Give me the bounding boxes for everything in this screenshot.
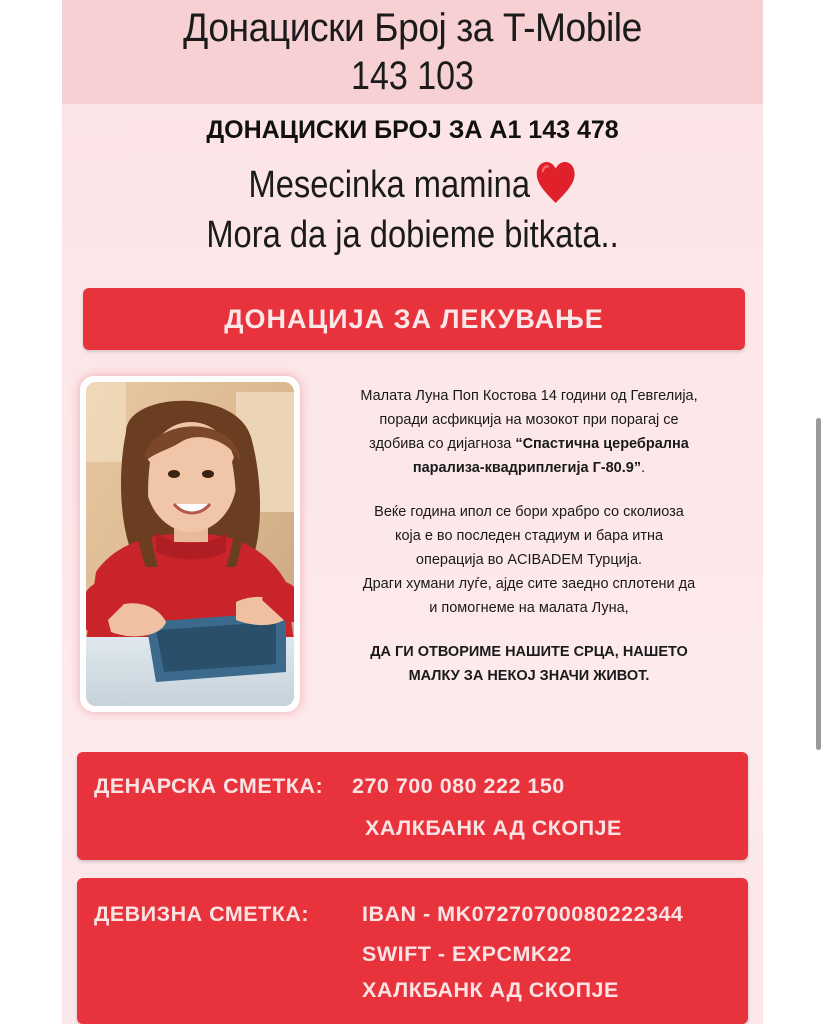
slogan-text-1: Mesecinka mamina bbox=[248, 164, 531, 206]
denar-account-number: 270 700 080 222 150 bbox=[352, 774, 565, 798]
foreign-account-swift: SWIFT - EXPCMK22 bbox=[362, 942, 572, 966]
story-text bbox=[314, 384, 744, 688]
photo-frame bbox=[80, 376, 300, 712]
child-photo-illustration bbox=[86, 382, 294, 706]
a1-donation-number: ДОНАЦИСКИ БРОЈ ЗА А1 143 478 bbox=[206, 116, 619, 144]
denar-account-box bbox=[77, 752, 748, 860]
slogan-line-1 bbox=[111, 164, 714, 209]
story-line: поради асфикција на мозокот при порагај се bbox=[379, 412, 679, 428]
child-photo bbox=[86, 382, 294, 706]
donation-button-label: ДОНАЦИЈА ЗА ЛЕКУВАЊЕ bbox=[224, 303, 604, 334]
donation-for-treatment-button[interactable] bbox=[83, 288, 745, 350]
donation-poster bbox=[62, 0, 763, 1024]
foreign-account-bank: ХАЛКБАНК АД СКОПЈЕ bbox=[362, 978, 619, 1002]
story-line bbox=[314, 456, 744, 480]
story-line bbox=[314, 432, 744, 456]
appeal-line: МАЛКУ ЗА НЕКОЈ ЗНАЧИ ЖИВОТ. bbox=[408, 668, 650, 684]
heart-icon bbox=[535, 161, 576, 205]
story-line: Драги хумани луѓе, ајде сите заедно сплотени да bbox=[362, 576, 696, 592]
diagnosis-text: парализа-квадриплегија Г-80.9” bbox=[412, 460, 642, 476]
foreign-account-iban: IBAN - MK07270700080222344 bbox=[362, 902, 684, 926]
story-text-plain: . bbox=[641, 460, 646, 476]
story-line: Веќе година ипол се бори храбро со сколиоза bbox=[374, 504, 684, 520]
story-line: која е во последен стадиум и бара итна bbox=[394, 528, 664, 544]
denar-account-label: ДЕНАРСКА СМЕТКА: bbox=[94, 774, 324, 798]
story-line: и помогнеме на малата Луна, bbox=[429, 600, 629, 616]
story-text-plain: здобива со дијагноза bbox=[369, 436, 516, 452]
denar-account-bank: ХАЛКБАНК АД СКОПЈЕ bbox=[365, 816, 622, 840]
story-line: операција во ACIBADEM Турција. bbox=[415, 552, 643, 568]
slogan-line-2: Mora da ja dobieme bitkata.. bbox=[206, 214, 619, 256]
foreign-account-box bbox=[77, 878, 748, 1024]
tmobile-donation-number: 143 103 bbox=[351, 54, 474, 98]
appeal-line: ДА ГИ ОТВОРИМЕ НАШИТЕ СРЦА, НАШЕТО bbox=[370, 644, 688, 660]
tmobile-donation-title: Донациски Број за T-Mobile bbox=[183, 6, 642, 50]
diagnosis-text: “Спастична церебрална bbox=[515, 436, 689, 452]
scrollbar[interactable] bbox=[816, 418, 821, 750]
story-line: Малата Луна Поп Костова 14 години од Гевгелија, bbox=[360, 388, 698, 404]
foreign-account-label: ДЕВИЗНА СМЕТКА: bbox=[94, 902, 310, 926]
